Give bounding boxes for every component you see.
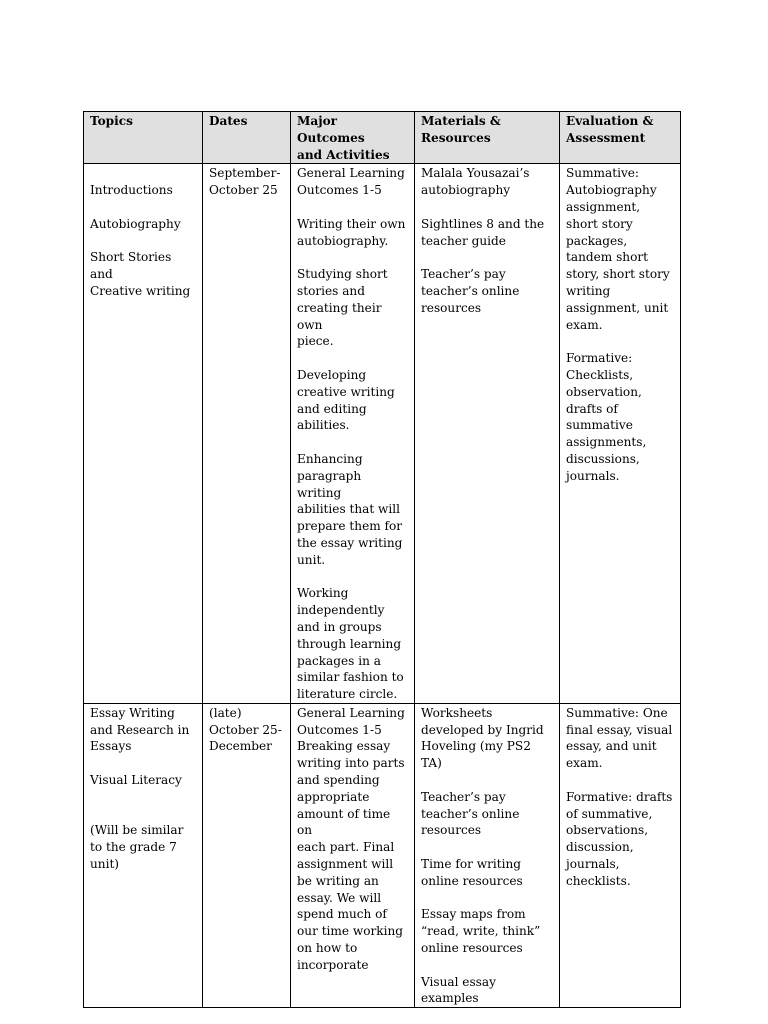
topic-item: Visual Literacy — [90, 773, 182, 788]
outcome-item: Breaking essay writing into parts and spending appropriate amount of time on each part. Final assignment will be writing an essay. We will spend much of our time working on how to incorporate — [297, 739, 405, 972]
outcomes-cell — [291, 703, 415, 1007]
table-row — [84, 703, 681, 1007]
topic-item: Introductions — [90, 183, 173, 198]
outcome-item: Working independently and in groups through learning packages in a similar fashion to literature circle. — [297, 586, 404, 702]
topic-item: (Will be similar to the grade 7 unit) — [90, 823, 184, 872]
materials-cell — [415, 164, 560, 704]
material-item: Time for writing online resources — [421, 857, 523, 888]
topic-item: Autobiography — [90, 216, 181, 231]
dates-cell — [203, 703, 291, 1007]
evaluation-cell — [560, 703, 681, 1007]
dates-text: (late) October 25- December — [209, 705, 282, 754]
outcome-item: Enhancing paragraph writing abilities that will prepare them for the essay writing unit. — [297, 451, 403, 567]
material-item: Worksheets developed by Ingrid Hoveling (my PS2 TA) — [421, 705, 544, 771]
header-topics: Topics — [84, 112, 203, 164]
evaluation-item: Summative: Autobiography assignment, short story packages, tandem short story, short story writing assignment, unit exam. — [566, 166, 670, 332]
header-materials: Materials & Resources — [415, 112, 560, 164]
dates-cell — [203, 164, 291, 704]
evaluation-item: Summative: One final essay, visual essay, and unit exam. — [566, 705, 673, 771]
unit-plan-table — [83, 111, 681, 1008]
evaluation-item: Formative: Checklists, observation, drafts of summative assignments, discussions, journals. — [566, 351, 647, 483]
evaluation-cell — [560, 164, 681, 704]
table-row — [84, 164, 681, 704]
outcome-item: Writing their own autobiography. — [297, 216, 406, 248]
header-evaluation: Evaluation & Assessment — [560, 112, 681, 164]
outcomes-cell — [291, 164, 415, 704]
materials-cell — [415, 703, 560, 1007]
material-item: Teacher’s pay teacher’s online resources — [421, 267, 520, 315]
material-item: Sightlines 8 and the teacher guide — [421, 216, 545, 248]
topics-cell — [84, 703, 203, 1007]
table-header-row — [84, 112, 681, 164]
evaluation-item: Formative: drafts of summative, observations, discussion, journals, checklists. — [566, 789, 673, 888]
material-item: Visual essay examples — [421, 974, 496, 1006]
dates-text: September- October 25 — [209, 166, 281, 198]
material-item: Teacher’s pay teacher’s online resources — [421, 789, 520, 838]
outcome-item: Developing creative writing and editing abilities. — [297, 367, 395, 433]
material-item: Essay maps from “read, write, think” online resources — [421, 907, 541, 956]
header-outcomes: Major Outcomes and Activities — [291, 112, 415, 164]
outcome-item: General Learning Outcomes 1-5 — [297, 705, 405, 737]
material-item: Malala Yousazai’s autobiography — [421, 166, 530, 198]
outcome-item: Studying short stories and creating their own piece. — [297, 267, 388, 349]
outcome-item: General Learning Outcomes 1-5 — [297, 166, 405, 198]
topics-cell — [84, 164, 203, 704]
topic-item: Essay Writing and Research in Essays — [90, 705, 190, 754]
topic-item: Short Stories and Creative writing — [90, 250, 191, 298]
header-dates: Dates — [203, 112, 291, 164]
